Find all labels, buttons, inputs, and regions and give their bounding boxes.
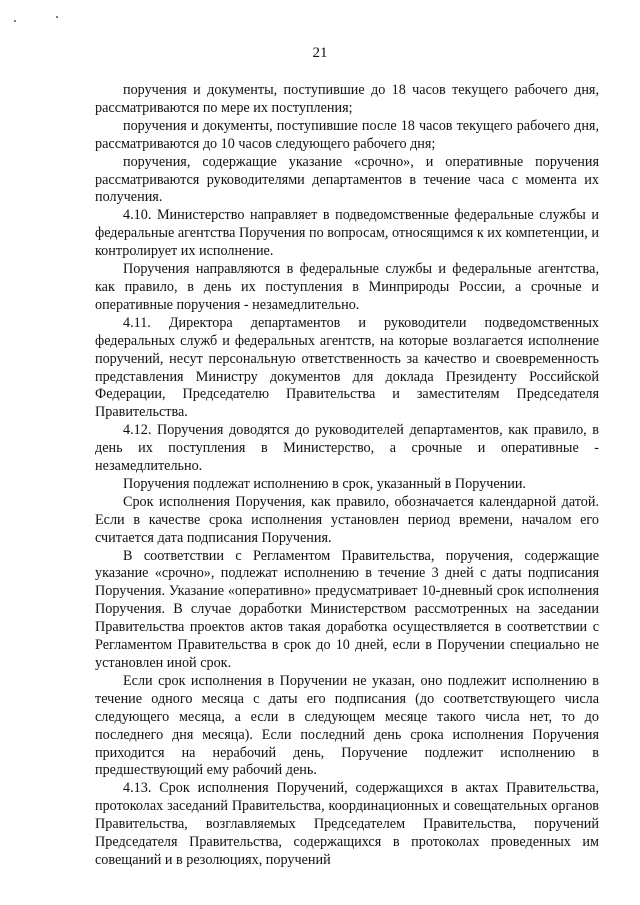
page-number: 21 (312, 45, 328, 61)
paragraph: Поручения направляются в федеральные службы и федеральные агентства, как правило, в день их поступления в Минприроды России, а срочные и оперативные поручения - незамедлительно. (95, 261, 599, 313)
paragraph: поручения, содержащие указание «срочно», и оперативные поручения рассматриваются руководителями департаментов в течение часа с момента их получения. (95, 153, 599, 206)
paragraph: В соответствии с Регламентом Правительства, поручения, содержащие указание «срочно», подлежат исполнению в течение 3 дней с даты подписания Поручения. Указание «оперативно» предусматривает 10-дневный срок исполнения Поручения. В случае доработки Министерством рассмотренных на заседании Правительства проектов актов такая доработка осуществляется в соответствии с Регламентом Правительства в срок до 10 дней, если в Поручении специально не установлен иной срок. (95, 547, 599, 671)
paragraph: Срок исполнения Поручения, как правило, обозначается календарной датой. Если в качестве срока исполнения установлен период времени, началом его считается дата подписания Поручения. (95, 493, 599, 546)
paragraph: поручения и документы, поступившие до 18 часов текущего рабочего дня, рассматриваются по мере их поступления; (95, 82, 599, 116)
document-body (95, 82, 599, 870)
paragraph: 4.10. Министерство направляет в подведомственные федеральные службы и федеральные агентства Поручения по вопросам, относящимся к их компетенции, и контролирует их исполнение. (95, 207, 599, 260)
paragraph: поручения и документы, поступившие после 18 часов текущего рабочего дня, рассматриваются до 10 часов следующего рабочего дня; (95, 117, 599, 152)
scan-speck (14, 20, 16, 22)
paragraph: Поручения подлежат исполнению в срок, указанный в Поручении. (123, 475, 526, 492)
paragraph: 4.12. Поручения доводятся до руководителей департаментов, как правило, в день их поступления в Министерство, а срочные и оперативные - незамедлительно. (95, 422, 599, 475)
paragraph: 4.13. Срок исполнения Поручений, содержащихся в актах Правительства, протоколах заседаний Правительства, координационных и совещательных органов Правительства, возглавляемых Председателем Правительства, поручений Председателя Правительства, содержащихся в протоколах проведенных им совещаний и в резолюциях, поручений (95, 780, 599, 868)
paragraph: 4.11. Директора департаментов и руководители подведомственных федеральных служб и федеральных агентств, на которые возлагается исполнение поручений, несут персональную ответственность за качество и своевременность представления Министру документов для доклада Президенту Российской Федерации, Председателю Правительства и заместителям Председателя Правительства. (95, 314, 599, 421)
paragraph: Если срок исполнения в Поручении не указан, оно подлежит исполнению в течение одного месяца с даты его подписания (до соответствующего числа следующего месяца, а если в следующем месяце такого числа нет, то до последнего дня месяца). Если последний день срока исполнения Поручения приходится на нерабочий день, Поручение подлежит исполнению в предшествующий ему рабочий день. (95, 672, 599, 779)
scan-speck (56, 16, 58, 18)
